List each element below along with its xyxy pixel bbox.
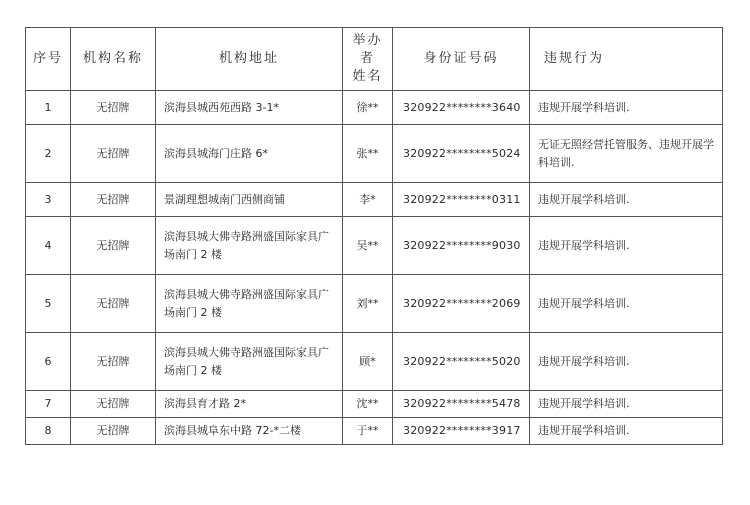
cell-name: 无招牌: [71, 91, 156, 125]
cell-address: 景湖理想城南门西侧商铺: [156, 183, 343, 217]
header-organizer-line2: 姓名: [352, 69, 383, 84]
cell-organizer: 张**: [343, 125, 393, 183]
table-body: [26, 91, 723, 445]
cell-no: 2: [26, 125, 71, 183]
cell-organizer: 吴**: [343, 217, 393, 275]
cell-address: 滨海县城海门庄路 6*: [156, 125, 343, 183]
cell-violation: 违规开展学科培训.: [530, 391, 723, 418]
cell-no: 7: [26, 391, 71, 418]
table-row: [26, 183, 723, 217]
cell-no: 1: [26, 91, 71, 125]
table-row: [26, 418, 723, 445]
cell-violation: 违规开展学科培训.: [530, 418, 723, 445]
cell-violation: 违规开展学科培训.: [530, 217, 723, 275]
cell-name: 无招牌: [71, 391, 156, 418]
cell-id: 320922********5020: [393, 333, 530, 391]
cell-address: 滨海县城西苑西路 3-1*: [156, 91, 343, 125]
cell-name: 无招牌: [71, 125, 156, 183]
cell-organizer: 沈**: [343, 391, 393, 418]
cell-address: 滨海县城大佛寺路洲盛国际家具广场南门 2 楼: [156, 333, 343, 391]
header-id-number: 身份证号码: [393, 28, 530, 91]
cell-violation: 违规开展学科培训.: [530, 183, 723, 217]
cell-id: 320922********2069: [393, 275, 530, 333]
cell-no: 8: [26, 418, 71, 445]
table-row: [26, 217, 723, 275]
table-row: [26, 91, 723, 125]
cell-id: 320922********5024: [393, 125, 530, 183]
cell-id: 320922********9030: [393, 217, 530, 275]
cell-no: 5: [26, 275, 71, 333]
cell-violation: 违规开展学科培训.: [530, 333, 723, 391]
cell-violation: 违规开展学科培训.: [530, 91, 723, 125]
cell-organizer: 于**: [343, 418, 393, 445]
cell-violation: 违规开展学科培训.: [530, 275, 723, 333]
cell-name: 无招牌: [71, 183, 156, 217]
cell-organizer: 刘**: [343, 275, 393, 333]
cell-address: 滨海县城阜东中路 72-*二楼: [156, 418, 343, 445]
cell-name: 无招牌: [71, 333, 156, 391]
cell-organizer: 李*: [343, 183, 393, 217]
cell-no: 3: [26, 183, 71, 217]
header-institution-address: 机构地址: [156, 28, 343, 91]
table-header: [26, 28, 723, 91]
violations-table: [25, 27, 723, 445]
cell-address: 滨海县城大佛寺路洲盛国际家具广场南门 2 楼: [156, 275, 343, 333]
table-row: [26, 275, 723, 333]
header-row: [26, 28, 723, 91]
table-row: [26, 391, 723, 418]
cell-id: 320922********0311: [393, 183, 530, 217]
cell-id: 320922********3917: [393, 418, 530, 445]
cell-name: 无招牌: [71, 418, 156, 445]
table-row: [26, 333, 723, 391]
header-organizer-line1: 举办者: [352, 33, 383, 66]
cell-id: 320922********5478: [393, 391, 530, 418]
header-violation: 违规行为: [530, 28, 723, 91]
header-no: 序号: [26, 28, 71, 91]
cell-no: 6: [26, 333, 71, 391]
cell-organizer: 徐**: [343, 91, 393, 125]
header-institution-name: 机构名称: [71, 28, 156, 91]
cell-violation: 无证无照经营托管服务、违规开展学科培训.: [530, 125, 723, 183]
cell-no: 4: [26, 217, 71, 275]
cell-name: 无招牌: [71, 275, 156, 333]
cell-id: 320922********3640: [393, 91, 530, 125]
cell-name: 无招牌: [71, 217, 156, 275]
cell-address: 滨海县城大佛寺路洲盛国际家具广场南门 2 楼: [156, 217, 343, 275]
table-row: [26, 125, 723, 183]
header-organizer: [343, 28, 393, 91]
cell-address: 滨海县育才路 2*: [156, 391, 343, 418]
cell-organizer: 顾*: [343, 333, 393, 391]
